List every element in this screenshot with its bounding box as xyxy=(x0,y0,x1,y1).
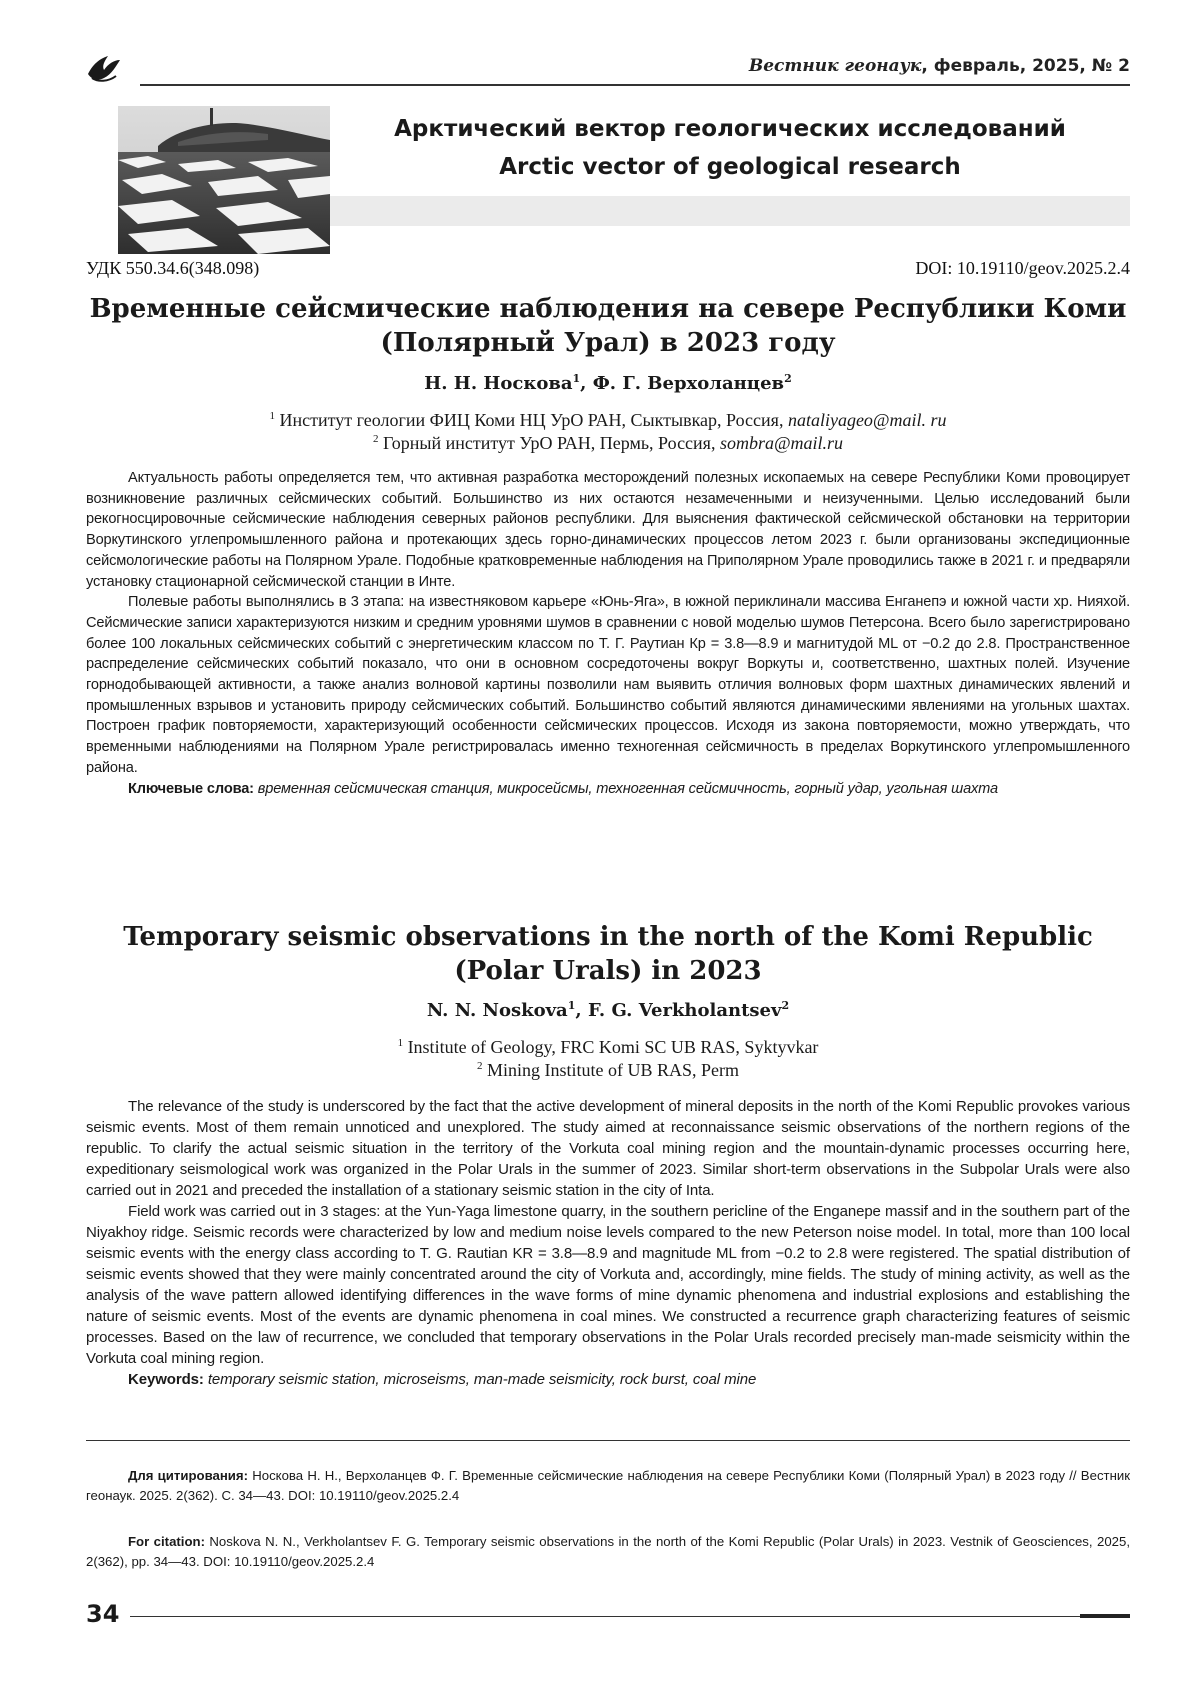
abstract-en-paragraph-1: The relevance of the study is underscored by the fact that the active development of mineral deposits in the north of the Komi Republic provokes various seismic events. Most of them remain unnoticed and unexplored. The study aimed at reconnaissance seismic observations of the northern regions of the republic. To clarify the actual seismic situation in the territory of the Vorkuta coal mining region and the mountain-dynamic processes occurring here, expeditionary seismological work was organized in the Polar Urals in the summer of 2023. Similar short-term observations in the Subpolar Urals were also carried out in 2021 and preceded the installation of a stationary seismic station in the city of Inta. xyxy=(86,1098,1130,1199)
affil-2-text-ru: Горный институт УрО РАН, Пермь, Россия, xyxy=(378,433,720,453)
affil-2-email[interactable]: sombra@mail.ru xyxy=(719,433,844,453)
author-2-sup-en: 2 xyxy=(781,999,790,1012)
author-1-sup-ru: 1 xyxy=(572,372,581,385)
section-title-ru: Арктический вектор геологических исследований xyxy=(394,116,1066,142)
citation-label-en: For citation: xyxy=(128,1534,205,1549)
footer-rule-accent xyxy=(1080,1614,1130,1618)
citation-label-ru: Для цитирования: xyxy=(128,1468,248,1483)
journal-issue: , февраль, 2025, № 2 xyxy=(921,56,1130,76)
arctic-coast-ice-photo xyxy=(118,106,330,254)
citation-text-en: Noskova N. N., Verkholantsev F. G. Temporary seismic observations in the north of the Komi Republic (Polar Urals) in 2023. Vestnik of Geosciences, 2025, 2(362), pp. 34—43. DOI: 10.19110/geov.2025.2.4 xyxy=(86,1534,1130,1569)
author-sep-ru: , xyxy=(580,373,593,394)
title-en-line-1: Temporary seismic observations in the north of the Komi Republic xyxy=(123,922,1093,952)
abstract-ru-paragraph-1: Актуальность работы определяется тем, что активная разработка месторождений полезных ископаемых на севере Республики Коми провоцирует возникновение различных сейсмических событий. Большинство из них остаются незамеченными и неизученными. Целью исследований были рекогносцировочные сейсмические наблюдения северных районов республики. Для выяснения фактической сейсмической обстановки на территории Воркутинского углепромышленного района и протекающих здесь горно-динамических процессов летом 2023 г. были организованы экспедиционные сейсмологические работы на Полярном Урале. Подобные кратковременные наблюдения на Приполярном Урале проводились также в 2021 г. и предваряли установку стационарной сейсмической станции в Инте. xyxy=(86,470,1130,590)
author-2-en: F. G. Verkholantsev xyxy=(587,1000,782,1021)
authors-ru xyxy=(86,373,1130,394)
keywords-label-ru: Ключевые слова: xyxy=(128,780,254,797)
citation-ru xyxy=(86,1466,1130,1506)
affiliation-1-en xyxy=(86,1036,1130,1059)
keywords-text-ru: временная сейсмическая станция, микросейсмы, техногенная сейсмичность, горный удар, угольная шахта xyxy=(253,780,998,797)
author-sep-en: , xyxy=(575,1000,588,1021)
affiliation-2-en xyxy=(86,1059,1130,1082)
doi: DOI: 10.19110/geov.2025.2.4 xyxy=(915,258,1130,278)
abstract-ru xyxy=(86,468,1130,799)
title-ru-line-1: Временные сейсмические наблюдения на севере Республики Коми xyxy=(89,294,1127,324)
affiliations-en xyxy=(86,1036,1130,1082)
citation-text-ru: Носкова Н. Н., Верхоланцев Ф. Г. Временные сейсмические наблюдения на севере Республики Коми (Полярный Урал) в 2023 году // Вестник геонаук. 2025. 2(362). С. 34—43. DOI: 10.19110/geov.2025.2.4 xyxy=(86,1468,1130,1503)
citation-divider xyxy=(86,1440,1130,1441)
affil-2-sup-ru: 2 xyxy=(372,433,379,445)
affil-1-sup-ru: 1 xyxy=(269,410,275,422)
journal-name: Вестник геонаук xyxy=(748,56,922,76)
author-2-sup-ru: 2 xyxy=(784,372,792,385)
section-title-en: Arctic vector of geological research xyxy=(499,154,961,180)
affil-1-text-en: Institute of Geology, FRC Komi SC UB RAS, Syktyvkar xyxy=(403,1037,819,1057)
keywords-ru xyxy=(86,779,1130,800)
abstract-en-paragraph-2: Field work was carried out in 3 stages: at the Yun-Yaga limestone quarry, in the southern pericline of the Enganepe massif and in the southern part of the Niyakhoy ridge. Seismic records were characterized by low and medium noise levels compared to the new Peterson noise model. In total, more than 100 local seismic events with the energy class according to T. G. Rautian KR = 3.8—8.9 and magnitude ML from −0.2 to 2.8 were registered. The spatial distribution of seismic events showed that they were mainly concentrated around the city of Vorkuta and, accordingly, mine fields. The study of mining activity, as well as the analysis of the wave pattern allowed identifying differences in the wave forms of mine dynamic phenomena and industrial explosions and establishing the nature of seismic events. Most of the events are dynamic phenomena in coal mines. We constructed a recurrence graph characterizing features of seismic processes. Based on the law of recurrence, we concluded that temporary observations in the Polar Urals recorded precisely man-made seismicity within the Vorkuta coal mining region. xyxy=(86,1203,1130,1367)
author-1-ru: Н. Н. Носкова xyxy=(424,373,573,394)
running-head xyxy=(140,56,1130,86)
udc-code: УДК 550.34.6(348.098) xyxy=(86,258,260,278)
keywords-text-en: temporary seismic station, microseisms, man-made seismicity, rock burst, coal mine xyxy=(203,1371,757,1388)
author-1-sup-en: 1 xyxy=(567,999,576,1012)
citation-en xyxy=(86,1532,1130,1572)
keywords-en xyxy=(86,1369,1130,1390)
affiliation-2-ru xyxy=(86,432,1130,455)
affil-2-sup-en: 2 xyxy=(476,1060,483,1072)
bird-logo-icon xyxy=(86,52,122,84)
affil-1-email[interactable]: nataliyageo@mail. ru xyxy=(787,410,947,430)
keywords-label-en: Keywords: xyxy=(128,1371,204,1388)
abstract-en xyxy=(86,1096,1130,1390)
page-number: 34 xyxy=(86,1600,120,1628)
author-1-en: N. N. Noskova xyxy=(426,1000,568,1021)
article-title-ru xyxy=(86,292,1130,360)
authors-en xyxy=(86,1000,1130,1021)
author-2-ru: Ф. Г. Верхоланцев xyxy=(592,373,785,394)
affil-2-text-en: Mining Institute of UB RAS, Perm xyxy=(482,1060,739,1080)
title-en-line-2: (Polar Urals) in 2023 xyxy=(454,956,762,986)
footer-rule xyxy=(130,1616,1080,1617)
abstract-ru-paragraph-2: Полевые работы выполнялись в 3 этапа: на известняковом карьере «Юнь-Яга», в южной периклинали массива Енганепэ и южной части хр. Нияхой. Сейсмические записи характеризуются низким и средним уровнями шумов в сравнении с новой моделью шумов Петерсона. Всего было зарегистрировано более 100 локальных сейсмических событий с энергетическим классом по Т. Г. Раутиан Кр = 3.8—8.9 и магнитудой ML от −0.2 до 2.8. Пространственное распределение сейсмических событий показало, что они в основном сосредоточены вокруг Воркуты и, соответственно, шахтных полей. Изучение горнодобывающей активности, а также анализ волновой картины позволили нам выявить отличия волновых форм шахтных динамических явлений и промышленных взрывов и установить природу сейсмических событий. Большинство событий являются динамическими явлениями на угольных шахтах. Построен график повторяемости, характеризующий особенности сейсмических процессов. Исходя из закона повторяемости, можно утверждать, что временными наблюдениями на Полярном Урале регистрировалась именно техногенная сейсмичность в пределах Воркутинского углепромышленного района. xyxy=(86,594,1130,776)
affil-1-text-ru: Институт геологии ФИЦ Коми НЦ УрО РАН, Сыктывкар, Россия, xyxy=(275,410,788,430)
article-title-en xyxy=(86,920,1130,988)
title-ru-line-2: (Полярный Урал) в 2023 году xyxy=(380,328,836,358)
affil-1-sup-en: 1 xyxy=(397,1037,404,1049)
affiliations-ru xyxy=(86,409,1130,455)
affiliation-1-ru xyxy=(86,409,1130,432)
